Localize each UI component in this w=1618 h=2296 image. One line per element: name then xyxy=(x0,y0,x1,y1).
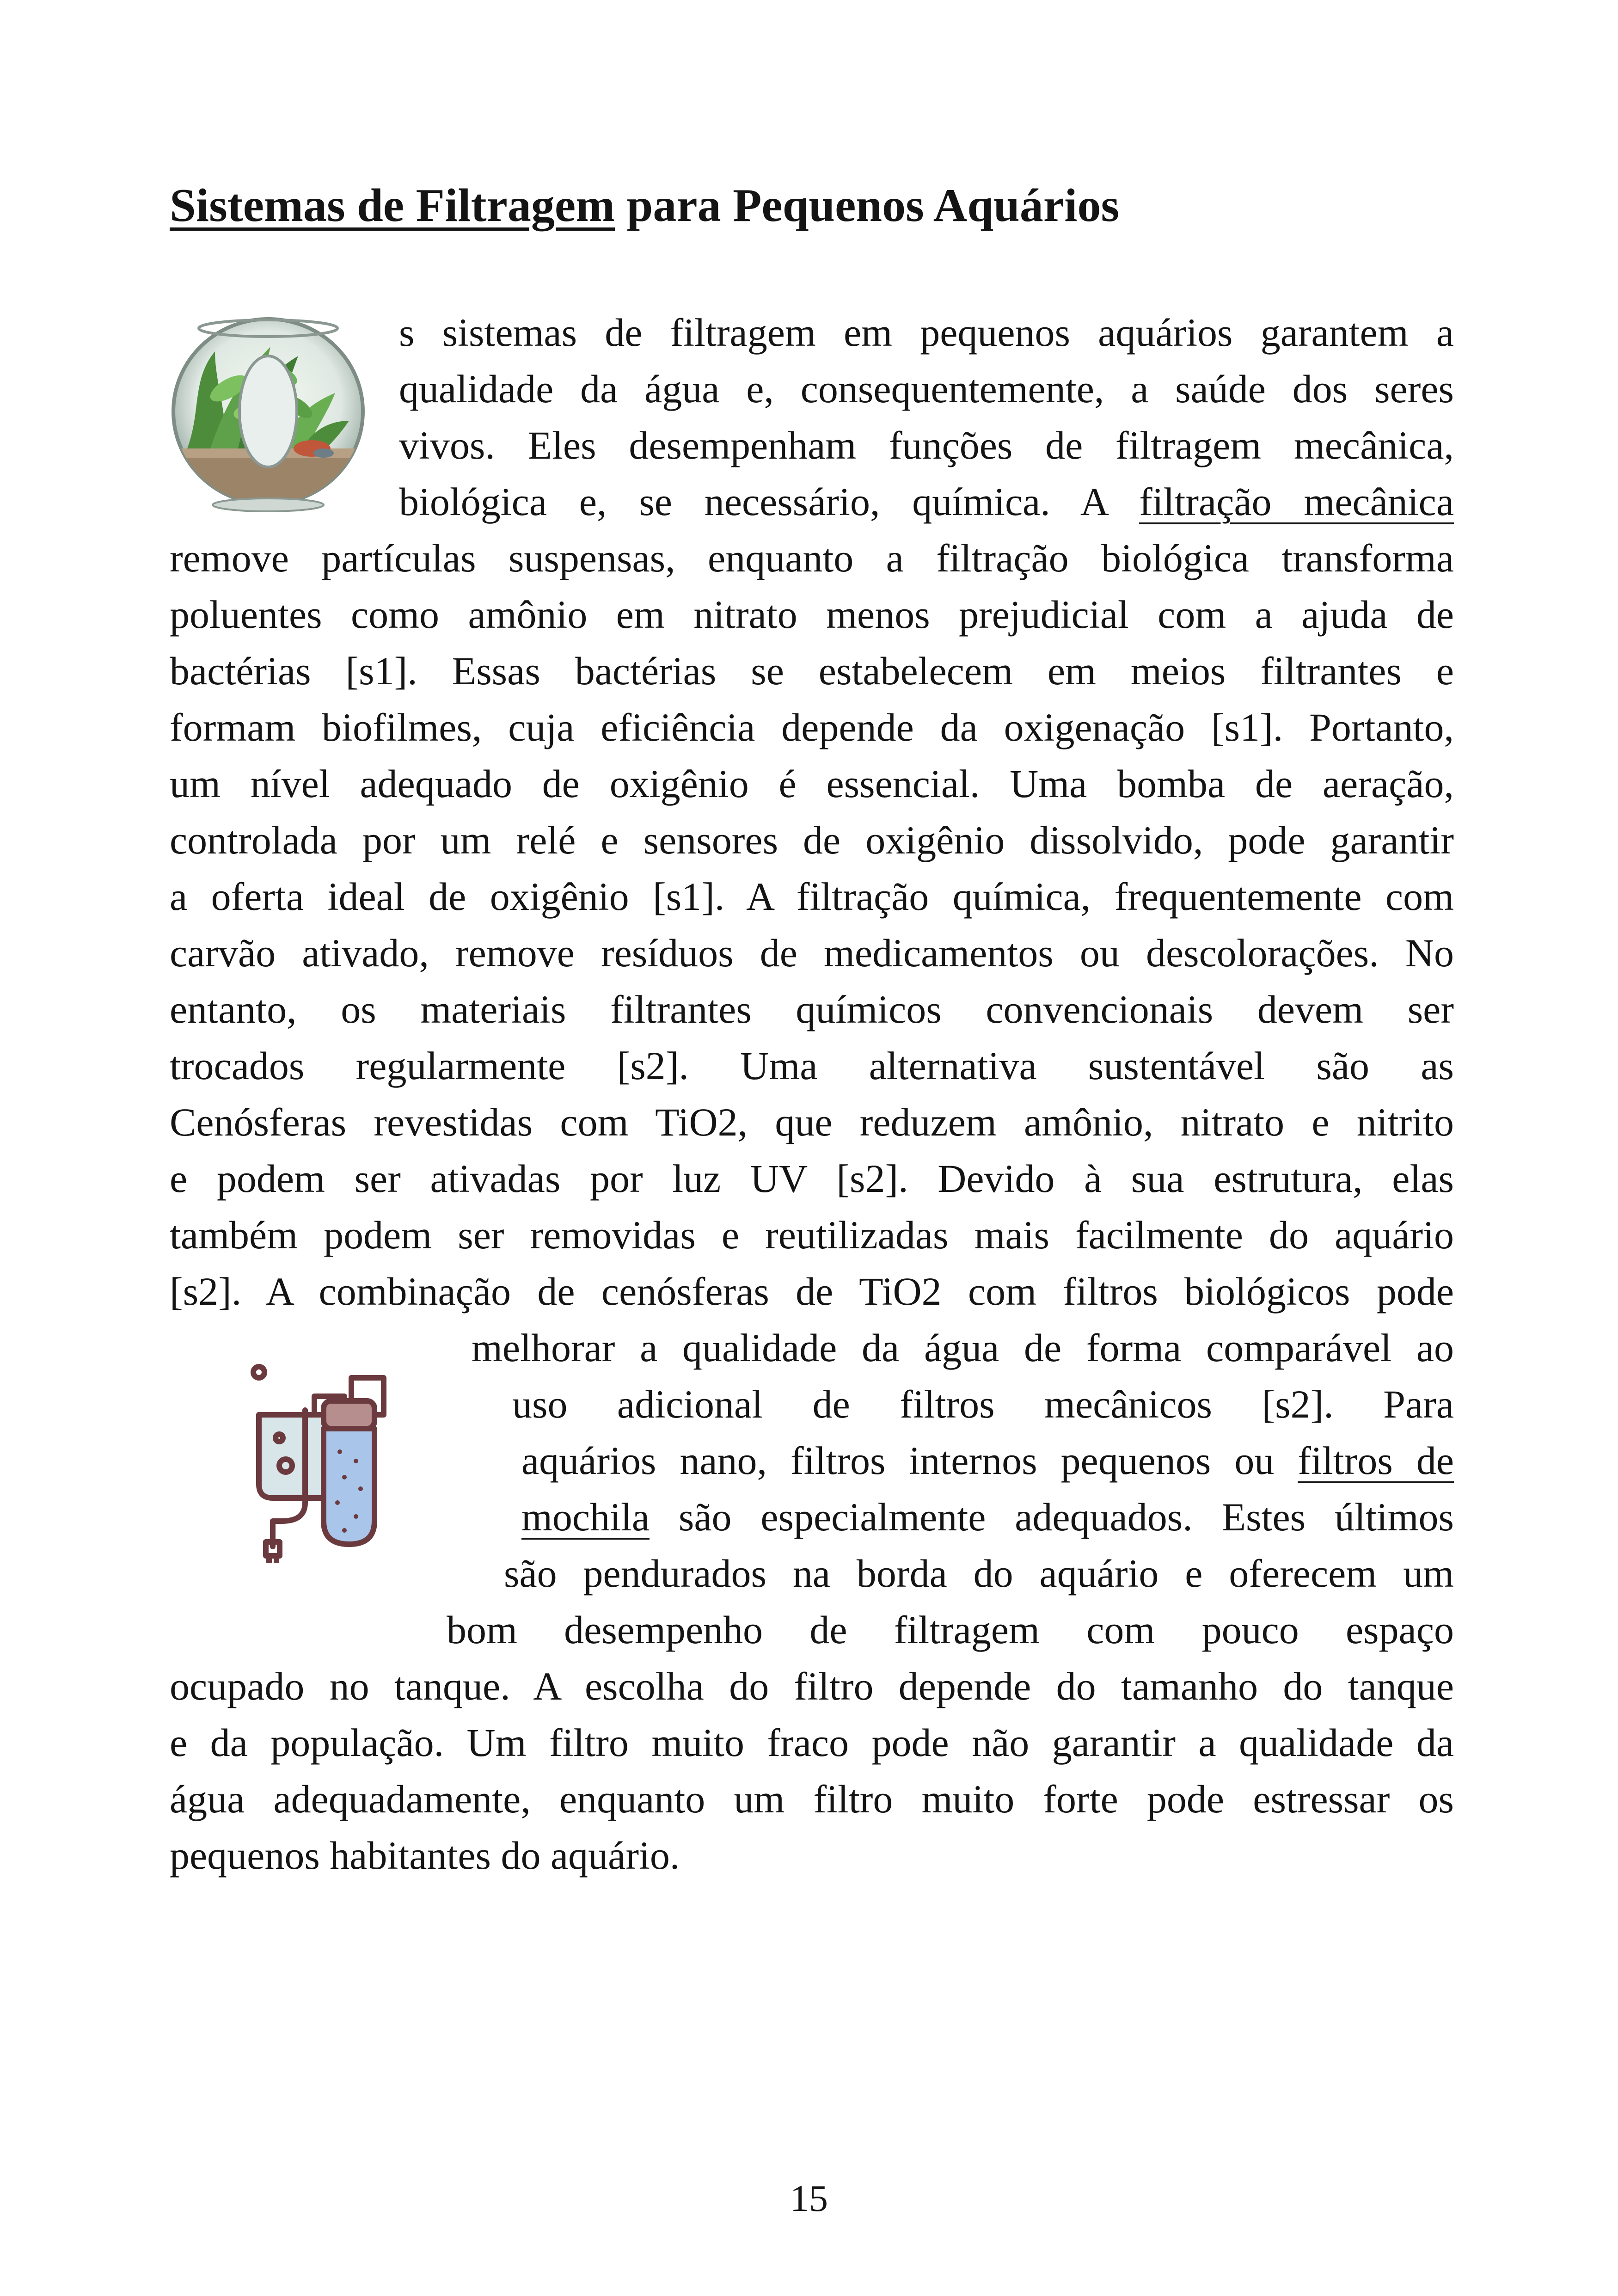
paragraph-line xyxy=(399,473,1454,530)
paragraph-line: melhorar a qualidade da água de forma comparável ao xyxy=(472,1326,1454,1370)
link-filtracao-mecanica[interactable]: filtração mecânica xyxy=(1139,479,1454,524)
paragraph-line: e podem ser ativadas por luz UV [s2]. Devido à sua estrutura, elas xyxy=(170,1156,1454,1201)
paragraph-line xyxy=(521,1489,1454,1545)
paragraph-line: poluentes como amônio em nitrato menos prejudicial com a ajuda de xyxy=(170,592,1454,637)
paragraph-line: [s2]. A combinação de cenósferas de TiO2 com filtros biológicos pode xyxy=(170,1269,1454,1314)
paragraph-line: vivos. Eles desempenham funções de filtragem mecânica, xyxy=(399,423,1454,467)
paragraph-line: uso adicional de filtros mecânicos [s2]. Para xyxy=(512,1382,1454,1426)
paragraph-line: e da população. Um filtro muito fraco pode não garantir a qualidade da xyxy=(170,1720,1454,1765)
aquarium-bowl-dropcap-icon xyxy=(159,296,377,513)
paragraph-line: bom desempenho de filtragem com pouco espaço xyxy=(447,1608,1454,1652)
paragraph-line: remove partículas suspensas, enquanto a filtração biológica transforma xyxy=(170,536,1454,580)
aquarium-filter-icon xyxy=(245,1364,411,1563)
paragraph-line: ocupado no tanque. A escolha do filtro depende do tamanho do tanque xyxy=(170,1664,1454,1708)
paragraph-line: bactérias [s1]. Essas bactérias se estabelecem em meios filtrantes e xyxy=(170,649,1454,693)
paragraph-line: água adequadamente, enquanto um filtro muito forte pode estressar os xyxy=(170,1777,1454,1821)
paragraph-line: carvão ativado, remove resíduos de medicamentos ou descolorações. No xyxy=(170,931,1454,975)
paragraph-line: formam biofilmes, cuja eficiência depende da oxigenação [s1]. Portanto, xyxy=(170,705,1454,749)
paragraph-line: controlada por um relé e sensores de oxigênio dissolvido, pode garantir xyxy=(170,818,1454,862)
paragraph-line: pequenos habitantes do aquário. xyxy=(170,1833,680,1878)
page-title xyxy=(170,176,1464,236)
link-filtros-de-mochila[interactable]: filtros de xyxy=(1298,1438,1454,1483)
paragraph-line: também podem ser removidas e reutilizadas mais facilmente do aquário xyxy=(170,1213,1454,1257)
paragraph-line xyxy=(521,1432,1454,1489)
title-underlined-part: Sistemas de Filtragem xyxy=(170,179,615,232)
title-rest: para Pequenos Aquários xyxy=(615,179,1120,232)
paragraph-line: s sistemas de filtragem em pequenos aquários garantem a xyxy=(399,310,1454,355)
paragraph-line: entanto, os materiais filtrantes químicos convencionais devem ser xyxy=(170,987,1454,1031)
paragraph-line: um nível adequado de oxigênio é essencial. Uma bomba de aeração, xyxy=(170,761,1454,806)
paragraph-text: aquários nano, filtros internos pequenos ou xyxy=(521,1438,1298,1483)
paragraph-line: são pendurados na borda do aquário e oferecem um xyxy=(504,1551,1454,1596)
paragraph-line: Cenósferas revestidas com TiO2, que reduzem amônio, nitrato e nitrito xyxy=(170,1100,1454,1144)
link-mochila[interactable]: mochila xyxy=(521,1495,650,1539)
paragraph-line: qualidade da água e, consequentemente, a saúde dos seres xyxy=(399,367,1454,411)
paragraph-line: a oferta ideal de oxigênio [s1]. A filtração química, frequentemente com xyxy=(170,874,1454,919)
paragraph-text: são especialmente adequados. Estes últimos xyxy=(650,1495,1454,1539)
paragraph-text: biológica e, se necessário, química. A xyxy=(399,479,1140,524)
paragraph-line: trocados regularmente [s2]. Uma alternativa sustentável são as xyxy=(170,1044,1454,1088)
page-number: 15 xyxy=(790,2177,828,2219)
